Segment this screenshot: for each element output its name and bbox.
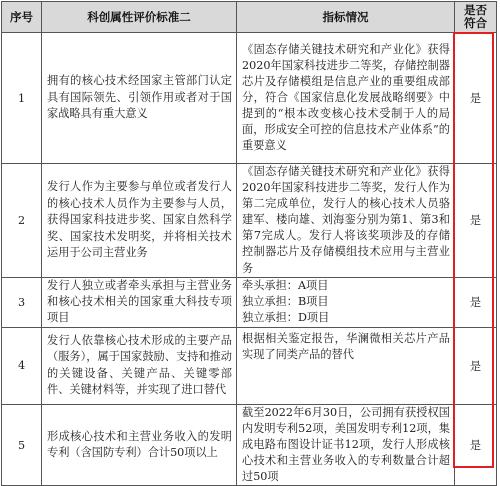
header-row — [2, 2, 497, 33]
header-conform-line2: 符合 — [464, 16, 487, 30]
project-line: 独立承担：D项目 — [242, 311, 330, 325]
row-seq: 1 — [2, 33, 42, 164]
row-indicator: 根据相关鉴定报告，华澜微相关芯片产品实现了同类产品的替代 — [237, 327, 455, 404]
row-seq: 3 — [2, 277, 42, 327]
row-indicator: 《固态存储关键技术研究和产业化》获得2020年国家科技进步二等奖，存储控制器芯片及存储模组是信息产业的重要组成部分，符合《国家信息化发展战略纲要》中提到的“根本改变核心技术受制于人的局面，形成安全可控的信息技术产业体系”的重要意义 — [237, 33, 455, 164]
header-conform — [455, 2, 497, 33]
project-line: 牵头承担：A项目 — [242, 279, 329, 293]
row-conform: 是 — [455, 164, 497, 278]
header-indicator: 指标情况 — [237, 2, 455, 33]
header-conform-line1: 是否 — [464, 3, 487, 17]
table-row — [2, 277, 497, 327]
row-standard: 发行人作为主要参与单位或者发行人的核心技术人员作为主要参与人员，获得国家科技进步奖、国家自然科学奖、国家技术发明奖，并将相关技术运用于公司主营业务 — [42, 164, 237, 278]
row-standard: 发行人依靠核心技术形成的主要产品（服务），属于国家鼓励、支持和推动的关键设备、关键产品、关键零部件、关键材料等，并实现了进口替代 — [42, 327, 237, 404]
row-standard: 形成核心技术和主营业务收入的发明专利（含国防专利）合计50项以上 — [42, 404, 237, 485]
row-indicator — [237, 277, 455, 327]
criteria-table — [1, 1, 497, 486]
row-conform: 是 — [455, 277, 497, 327]
row-standard: 发行人独立或者牵头承担与主营业务和核心技术相关的国家重大科技专项项目 — [42, 277, 237, 327]
row-indicator: 《固态存储关键技术研究和产业化》获得2020年国家科技进步二等奖，发行人作为第二完成单位，发行人的核心技术人员骆建军、楼向雄、刘海銮分别为第1、第3和第7完成人。发行人将该奖项涉及的存储控制器芯片及存储模组技术应用与主营业务 — [237, 164, 455, 278]
table-row — [2, 164, 497, 278]
project-line: 独立承担：B项目 — [242, 295, 329, 309]
row-seq: 4 — [2, 327, 42, 404]
row-seq: 5 — [2, 404, 42, 485]
row-seq: 2 — [2, 164, 42, 278]
row-standard: 拥有的核心技术经国家主管部门认定具有国际领先、引领作用或者对于国家战略具有重大意义 — [42, 33, 237, 164]
row-conform: 是 — [455, 327, 497, 404]
row-conform: 是 — [455, 33, 497, 164]
header-seq: 序号 — [2, 2, 42, 33]
table-row — [2, 404, 497, 485]
header-standard: 科创属性评价标准二 — [42, 2, 237, 33]
table-row — [2, 327, 497, 404]
table-row — [2, 33, 497, 164]
row-indicator: 截至2022年6月30日，公司拥有获授权国内发明专利52项，美国发明专利12项，集成电路布图设计证书12项，发行人形成核心技术和主营业务收入的专利数量合计超过50项 — [237, 404, 455, 485]
row-conform: 是 — [455, 404, 497, 485]
